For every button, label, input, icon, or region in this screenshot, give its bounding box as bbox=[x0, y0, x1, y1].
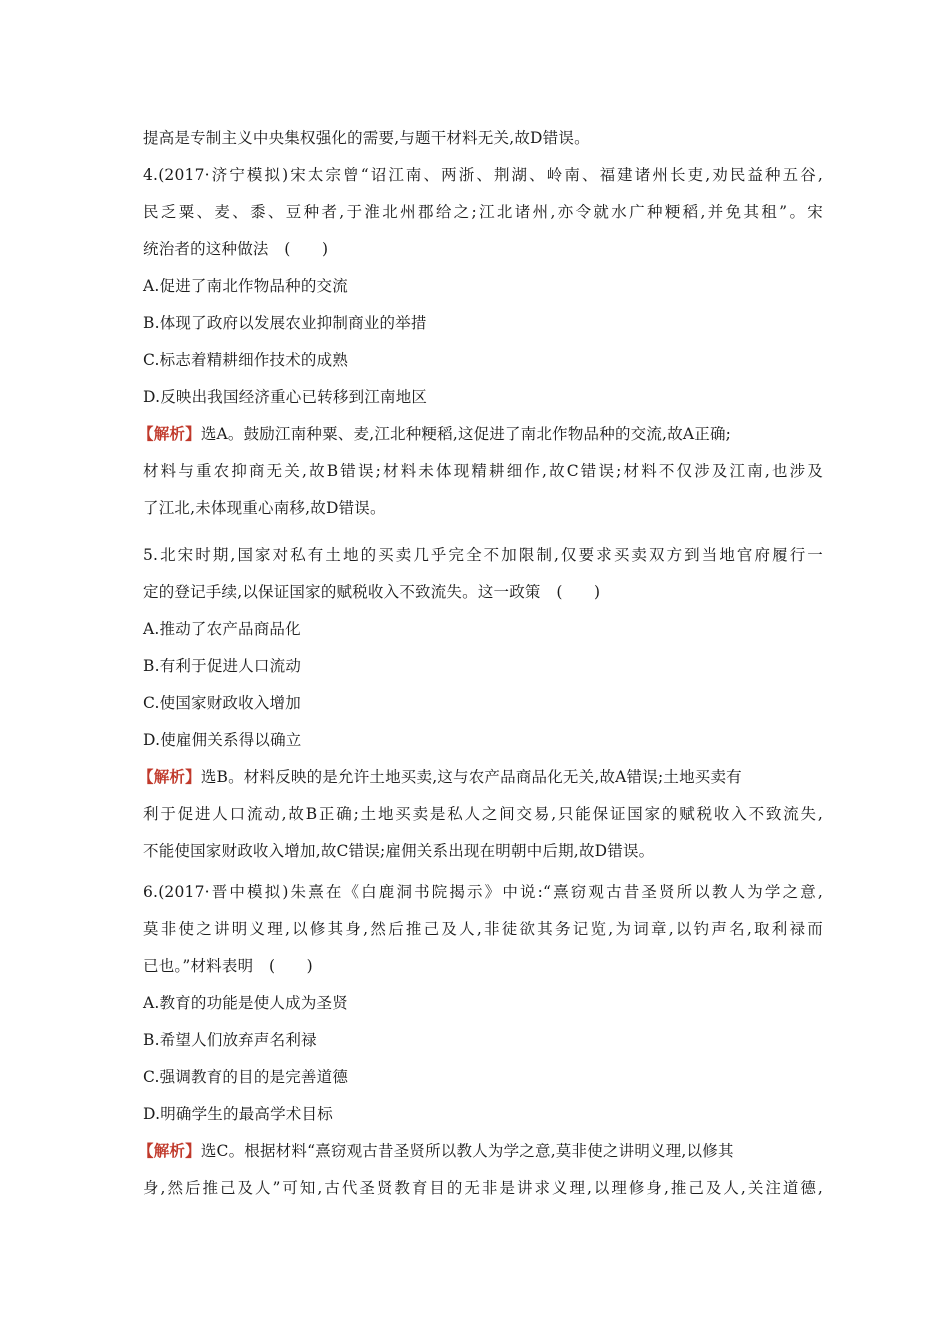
question-5-stem: 5.北宋时期,国家对私有土地的买卖几乎完全不加限制,仅要求买卖双方到当地官府履行一 bbox=[143, 546, 823, 564]
question-4-explanation bbox=[138, 423, 823, 445]
question-4-explanation: 材料与重农抑商无关,故B错误;材料未体现精耕细作,故C错误;材料不仅涉及江南,也涉及 bbox=[143, 462, 823, 480]
question-6-stem: 6.(2017·晋中模拟)朱熹在《白鹿洞书院揭示》中说:“熹窃观古昔圣贤所以教人为学之意, bbox=[143, 883, 823, 901]
question-6-stem: 已也。”材料表明 ( ) bbox=[143, 957, 313, 975]
question-6-option-b: B.希望人们放弃声名利禄 bbox=[143, 1031, 317, 1049]
question-6-explanation bbox=[138, 1140, 823, 1162]
question-4-stem: 民乏粟、麦、黍、豆种者,于淮北州郡给之;江北诸州,亦令就水广种粳稻,并免其租”。宋 bbox=[143, 203, 823, 221]
question-4-option-b: B.体现了政府以发展农业抑制商业的举措 bbox=[143, 314, 427, 332]
question-5-explanation bbox=[138, 766, 823, 788]
question-6-option-d: D.明确学生的最高学术目标 bbox=[143, 1105, 333, 1123]
explanation-text: 选C。根据材料“熹窃观古昔圣贤所以教人为学之意,莫非使之讲明义理,以修其 bbox=[200, 1142, 734, 1160]
text-line: 提高是专制主义中央集权强化的需要,与题干材料无关,故D错误。 bbox=[143, 129, 590, 147]
question-4-stem: 统治者的这种做法 ( ) bbox=[143, 240, 329, 258]
question-4-option-c: C.标志着精耕细作技术的成熟 bbox=[143, 351, 349, 369]
question-5-option-b: B.有利于促进人口流动 bbox=[143, 657, 302, 675]
question-5-explanation: 利于促进人口流动,故B正确;土地买卖是私人之间交易,只能保证国家的赋税收入不致流失, bbox=[143, 805, 823, 823]
explanation-text: 选B。材料反映的是允许土地买卖,这与农产品商品化无关,故A错误;土地买卖有 bbox=[200, 768, 742, 786]
question-5-stem: 定的登记手续,以保证国家的赋税收入不致流失。这一政策 ( ) bbox=[143, 583, 601, 601]
question-4-explanation: 了江北,未体现重心南移,故D错误。 bbox=[143, 499, 386, 517]
question-5-option-a: A.推动了农产品商品化 bbox=[143, 620, 301, 638]
question-6-explanation: 身,然后推己及人”可知,古代圣贤教育目的无非是讲求义理,以理修身,推己及人,关注道德, bbox=[143, 1179, 823, 1197]
question-6-stem: 莫非使之讲明义理,以修其身,然后推己及人,非徒欲其务记览,为词章,以钓声名,取利禄而 bbox=[143, 920, 823, 938]
question-6-option-a: A.教育的功能是使人成为圣贤 bbox=[143, 994, 348, 1012]
explanation-tag: 【解析】 bbox=[138, 424, 201, 443]
explanation-text: 选A。鼓励江南种粟、麦,江北种粳稻,这促进了南北作物品种的交流,故A正确; bbox=[200, 425, 732, 443]
question-5-explanation: 不能使国家财政收入增加,故C错误;雇佣关系出现在明朝中后期,故D错误。 bbox=[143, 842, 655, 860]
question-4-stem: 4.(2017·济宁模拟)宋太宗曾“诏江南、两浙、荆湖、岭南、福建诸州长吏,劝民益种五谷, bbox=[143, 166, 823, 184]
explanation-tag: 【解析】 bbox=[138, 767, 201, 786]
question-4-option-d: D.反映出我国经济重心已转移到江南地区 bbox=[143, 388, 428, 406]
question-5-option-d: D.使雇佣关系得以确立 bbox=[143, 731, 302, 749]
question-5-option-c: C.使国家财政收入增加 bbox=[143, 694, 301, 712]
explanation-tag: 【解析】 bbox=[138, 1141, 201, 1160]
question-4-option-a: A.促进了南北作物品种的交流 bbox=[143, 277, 348, 295]
question-6-option-c: C.强调教育的目的是完善道德 bbox=[143, 1068, 349, 1086]
